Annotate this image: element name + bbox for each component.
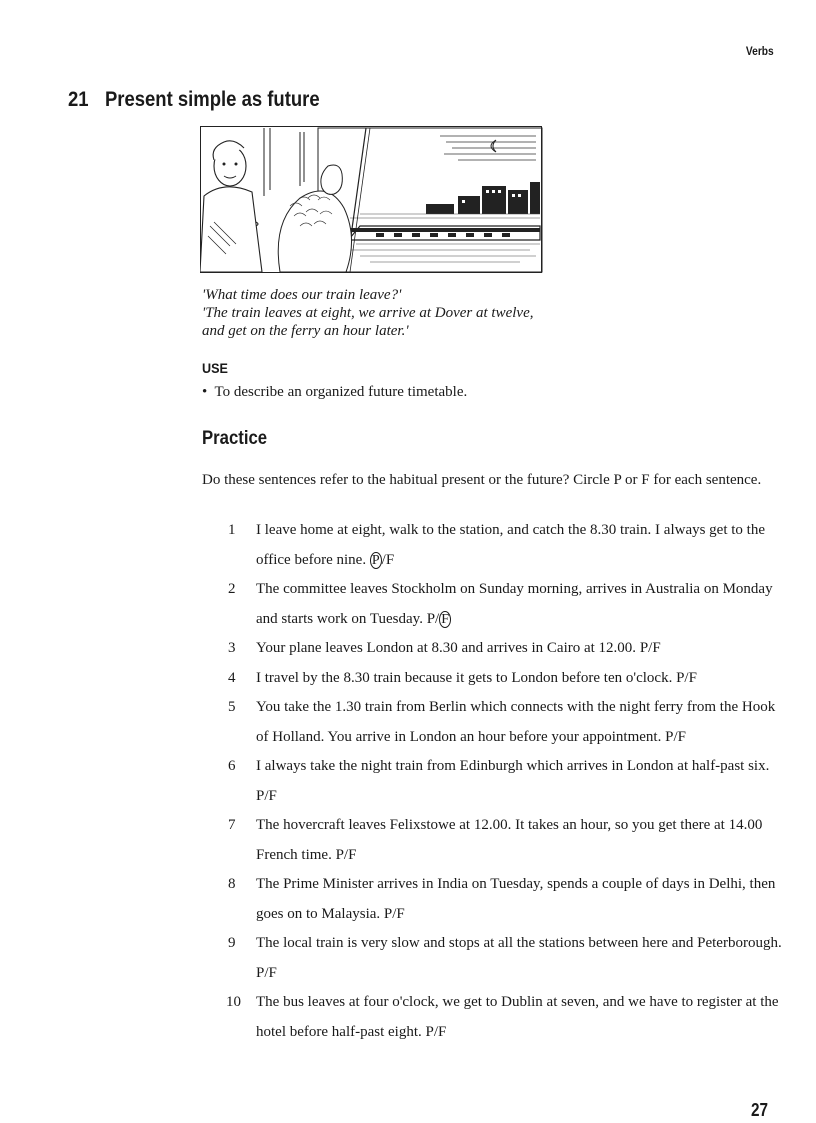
exercise-item [228,870,788,929]
option-f[interactable]: F [268,787,277,804]
option-f[interactable]: F [677,728,686,745]
option-p[interactable]: P [256,964,265,981]
option-p[interactable]: P [426,610,436,627]
running-header: Verbs [746,44,774,58]
train-cafe-illustration [200,126,544,274]
exercise-text: Your plane leaves London at 8.30 and arrives in Cairo at 12.00. [256,640,637,656]
exercise-item [228,693,788,752]
exercise-text: The hovercraft leaves Felixstowe at 12.00. It takes an hour, so you get there at 14.00 French time. [256,817,763,863]
bullet-icon: • [202,384,208,400]
practice-heading: Practice [202,428,268,449]
exercise-number: 3 [228,640,236,656]
exercise-number: 4 [228,669,236,686]
answer-choices [384,906,405,922]
exercise-item [228,634,788,664]
exercise-text: I leave home at eight, walk to the station, and catch the 8.30 train. I always get to the office before nine. [256,522,766,568]
option-f[interactable]: F [652,640,661,656]
exercise-item [228,752,788,811]
exercise-text: The committee leaves Stockholm on Sunday morning, arrives in Australia on Monday and starts work on Tuesday. [256,581,773,627]
exercise-item [228,929,788,988]
option-separator: / [435,610,440,627]
answer-choices [370,552,394,568]
use-heading: USE [202,360,228,376]
answer-choices [427,611,451,627]
exercise-list [228,516,788,1047]
unit-number: 21 [68,88,89,111]
use-item-text: To describe an organized future timetable. [214,384,468,400]
exercise-item [228,664,788,694]
illustration-caption [202,286,533,340]
option-separator: / [673,728,678,745]
answer-choices [256,788,277,804]
option-separator: / [264,787,269,804]
option-f[interactable]: F [268,964,277,981]
exercise-text: I travel by the 8.30 train because it gets to London before ten o'clock. [256,669,673,686]
unit-title: Present simple as future [104,88,320,111]
use-item [202,384,467,401]
option-p[interactable]: P [256,787,265,804]
option-separator: / [381,551,386,568]
exercise-number: 5 [228,699,236,715]
answer-choices [640,640,661,656]
exercise-text: The local train is very slow and stops at all the stations between here and Peterborough. [256,935,782,951]
option-separator: / [648,640,653,656]
exercise-text: The Prime Minister arrives in India on Tuesday, spends a couple of days in Delhi, then goes on to Malaysia. [256,876,776,922]
answer-choices [336,847,357,863]
option-separator: / [684,669,689,686]
option-separator: / [433,1023,439,1040]
exercise-number: 8 [228,876,236,892]
option-p[interactable]: P [383,905,393,922]
option-f[interactable]: F [385,551,395,568]
option-separator: / [343,846,349,863]
option-p[interactable]: P [676,669,685,686]
exercise-text: You take the 1.30 train from Berlin which connects with the night ferry from the Hook of Holland. You arrive in London an hour before your appointment. [256,699,776,745]
option-f[interactable]: F [438,1023,447,1040]
exercise-number: 2 [228,581,236,597]
exercise-item [228,575,788,634]
option-p[interactable]: P [335,846,344,863]
caption-line-2: 'The train leaves at eight, we arrive at Dover at twelve, [202,305,534,321]
exercise-item [228,988,788,1047]
option-separator: / [264,964,269,981]
exercise-item [228,516,788,575]
exercise-number: 6 [228,758,236,774]
option-p[interactable]: P [371,552,380,568]
option-f[interactable]: F [348,846,357,863]
answer-choices [665,729,686,745]
exercise-number: 9 [228,935,236,951]
exercise-item [228,811,788,870]
option-p[interactable]: P [665,728,674,745]
exercise-number: 7 [228,817,236,833]
exercise-text: The bus leaves at four o'clock, we get to Dublin at seven, and we have to register at the hotel before half-past eight. [256,994,779,1040]
exercise-text: I always take the night train from Edinburgh which arrives in London at half-past six. [256,758,770,774]
answer-choices [676,670,697,686]
option-p[interactable]: P [425,1023,434,1040]
exercise-number: 10 [226,994,241,1010]
option-f[interactable]: F [688,669,697,686]
option-f[interactable]: F [441,611,450,627]
practice-instructions: Do these sentences refer to the habitual present or the future? Circle P or F for each sentence. [202,472,762,488]
page-number: 27 [750,1100,768,1120]
option-f[interactable]: F [396,905,405,922]
option-p[interactable]: P [639,640,649,656]
answer-choices [256,965,277,981]
exercise-number: 1 [228,522,236,538]
caption-line-1: 'What time does our train leave?' [202,287,402,303]
caption-line-3: and get on the ferry an hour later.' [202,323,409,339]
unit-heading [68,88,320,112]
answer-choices [426,1024,447,1040]
option-separator: / [392,905,397,922]
